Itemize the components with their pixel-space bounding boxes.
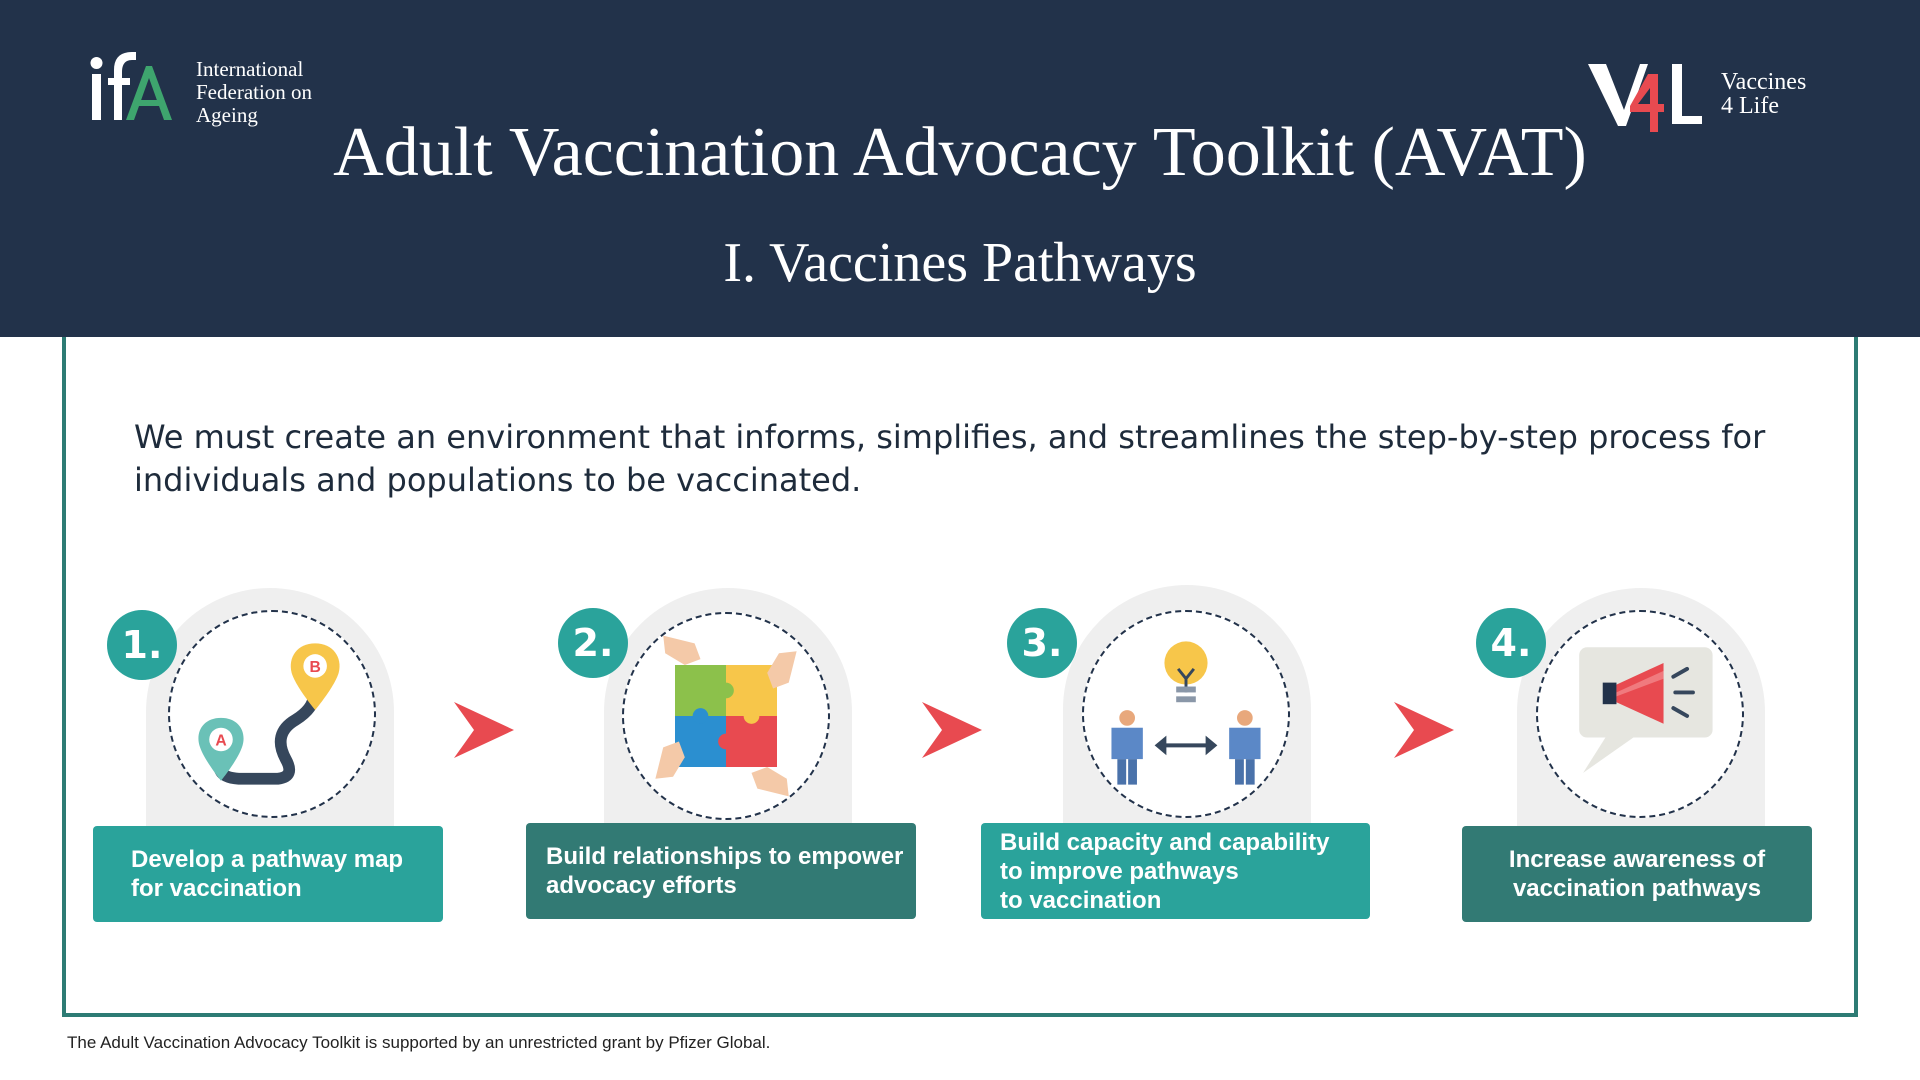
ifa-logo-line-3: Ageing — [196, 103, 258, 127]
step-3-label-text: Build capacity and capability to improve pathways to vaccination — [1000, 828, 1330, 914]
step-1-label — [93, 826, 443, 922]
step-2-label — [526, 823, 916, 919]
v4l-logo-line-1: Vaccines — [1721, 69, 1807, 95]
step-1-number: 1. — [107, 610, 177, 680]
svg-text:B: B — [309, 658, 321, 676]
step-4-circle — [1536, 610, 1744, 818]
step-3-label — [981, 823, 1370, 919]
svg-text:A: A — [215, 732, 227, 750]
ifa-logo-line-2: Federation on — [196, 80, 313, 104]
footer-note: The Adult Vaccination Advocacy Toolkit is supported by an unrestricted grant by Pfizer Global. — [67, 1033, 771, 1052]
step-4-label — [1462, 826, 1812, 922]
megaphone-icon — [1538, 612, 1742, 816]
step-4-label-text: Increase awareness of vaccination pathways — [1508, 846, 1766, 902]
intro-text: We must create an environment that informs, simplifies, and streamlines the step-by-step process for individuals and populations to be vaccinated. — [134, 418, 1766, 499]
section-title: I. Vaccines Pathways — [723, 232, 1197, 294]
v4l-logo-line-2: 4 Life — [1721, 93, 1779, 119]
chevron-right-icon — [1392, 700, 1456, 760]
step-3-circle — [1082, 610, 1290, 818]
step-1-label-text: Develop a pathway map for vaccination — [131, 846, 404, 902]
chevron-right-icon — [452, 700, 516, 760]
page-title: Adult Vaccination Advocacy Toolkit (AVAT) — [333, 114, 1587, 191]
step-3-number: 3. — [1007, 608, 1077, 678]
puzzle-hands-icon — [624, 614, 828, 818]
step-1-circle — [168, 610, 376, 818]
header-banner — [0, 0, 1920, 337]
step-2-number: 2. — [558, 608, 628, 678]
pathway-map-icon — [170, 612, 374, 816]
step-2-label-text: Build relationships to empower advocacy efforts — [546, 843, 904, 899]
chevron-right-icon — [920, 700, 984, 760]
people-idea-icon — [1084, 612, 1288, 816]
step-4-number: 4. — [1476, 608, 1546, 678]
ifa-logo-line-1: International — [196, 57, 304, 81]
step-2-circle — [622, 612, 830, 820]
